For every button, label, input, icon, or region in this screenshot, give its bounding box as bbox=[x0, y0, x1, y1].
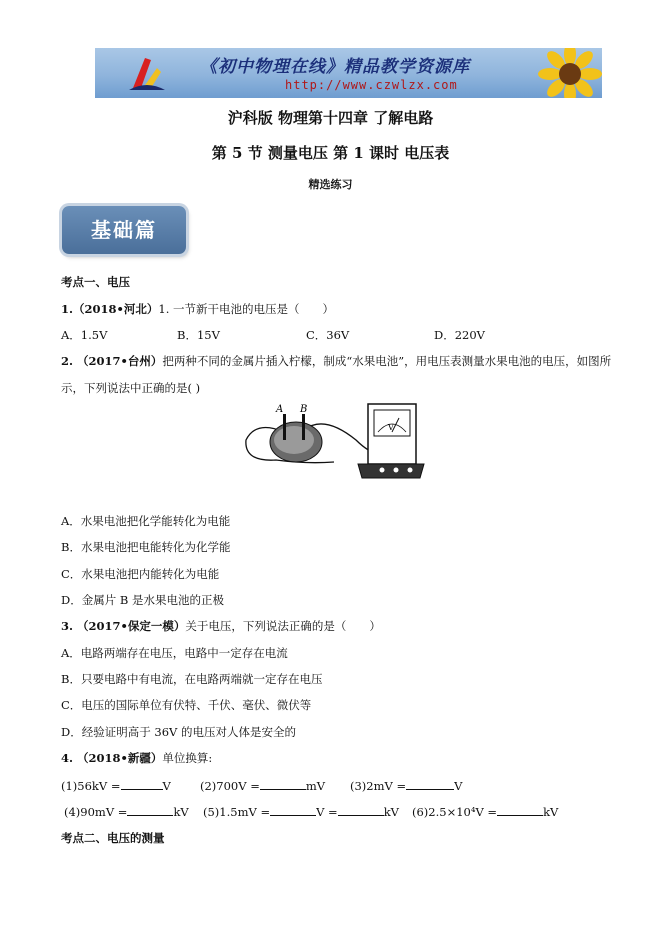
option-a: A．电路两端存在电压，电路中一定存在电流 bbox=[61, 646, 288, 660]
sunflower-icon bbox=[535, 48, 602, 98]
site-logo bbox=[127, 54, 167, 94]
option-b: B．水果电池把电能转化为化学能 bbox=[61, 540, 231, 554]
option-a: A．1.5V bbox=[61, 328, 108, 342]
option-c: C．水果电池把内能转化为电能 bbox=[61, 567, 220, 581]
conversion-item-2 bbox=[200, 777, 325, 793]
option-d: D．经验证明高于 36V 的电压对人体是安全的 bbox=[61, 725, 296, 739]
item-unit: V bbox=[162, 779, 171, 793]
option-a: A．水果电池把化学能转化为电能 bbox=[61, 514, 231, 528]
conversion-item-3 bbox=[350, 777, 462, 793]
question-2 bbox=[61, 353, 611, 369]
item-unit: V = bbox=[316, 805, 338, 819]
chapter-title: 沪科版 物理第十四章 了解电路 bbox=[227, 109, 434, 127]
option-b: B．15V bbox=[177, 328, 220, 342]
option-c: C．电压的国际单位有伏特、千伏、毫伏、微伏等 bbox=[61, 698, 312, 712]
conversion-item-1 bbox=[61, 777, 171, 793]
label-v: V bbox=[388, 423, 394, 432]
question-source: 1.（2018•河北） bbox=[61, 302, 159, 316]
item-unit: kV bbox=[543, 805, 559, 819]
question-1 bbox=[61, 301, 334, 317]
question-source: 2. （2017•台州） bbox=[61, 354, 163, 368]
section-badge: 基础篇 bbox=[62, 206, 186, 254]
question-text: 关于电压，下列说法正确的是（ ） bbox=[185, 619, 381, 633]
option-d: D．金属片 B 是水果电池的正极 bbox=[61, 593, 224, 607]
answer-blank[interactable] bbox=[406, 777, 454, 790]
item-prefix: (2)700V = bbox=[200, 779, 260, 793]
label-a: A bbox=[276, 404, 284, 415]
header-banner bbox=[95, 48, 602, 98]
option-b: B．只要电路中有电流，在电路两端就一定存在电压 bbox=[61, 672, 323, 686]
answer-blank[interactable] bbox=[497, 803, 543, 816]
fruit-battery-figure bbox=[236, 400, 426, 492]
question-source: 3. （2017•保定一模） bbox=[61, 619, 186, 633]
item-prefix: (5)1.5mV = bbox=[203, 805, 271, 819]
question-2-continued: 示，下列说法中正确的是( ) bbox=[61, 381, 201, 395]
question-text: 单位换算: bbox=[162, 751, 213, 765]
conversion-item-4 bbox=[64, 803, 189, 819]
banner-url[interactable]: http://www.czwlzx.com bbox=[285, 78, 458, 92]
answer-blank[interactable] bbox=[270, 803, 316, 816]
question-text: 把两种不同的金属片插入柠檬，制成“水果电池”，用电压表测量水果电池的电压，如图所 bbox=[162, 354, 612, 368]
answer-blank[interactable] bbox=[338, 803, 384, 816]
option-d: D．220V bbox=[434, 328, 485, 342]
item-prefix: (3)2mV = bbox=[350, 779, 407, 793]
banner-title: 《初中物理在线》精品教学资源库 bbox=[200, 57, 470, 77]
item-prefix: (4)90mV = bbox=[64, 805, 128, 819]
question-text: 1. 一节新干电池的电压是（ ） bbox=[158, 302, 335, 316]
answer-blank[interactable] bbox=[127, 803, 173, 816]
exercise-subtitle: 精选练习 bbox=[308, 178, 353, 191]
item-unit: kV bbox=[383, 805, 399, 819]
item-prefix: (6)2.5×10⁴V = bbox=[412, 805, 498, 819]
section-heading: 考点一、电压 bbox=[61, 275, 130, 289]
question-4 bbox=[61, 750, 212, 766]
section-heading-2: 考点二、电压的测量 bbox=[61, 831, 165, 845]
conversion-item-6 bbox=[412, 803, 558, 819]
question-3 bbox=[61, 618, 381, 634]
answer-blank[interactable] bbox=[260, 777, 306, 790]
lesson-title: 第 5 节 测量电压 第 1 课时 电压表 bbox=[211, 144, 450, 162]
item-unit: kV bbox=[173, 805, 189, 819]
answer-blank[interactable] bbox=[121, 777, 163, 790]
item-unit: V bbox=[454, 779, 463, 793]
item-unit: mV bbox=[305, 779, 326, 793]
question-source: 4. （2018•新疆） bbox=[61, 751, 163, 765]
conversion-item-5 bbox=[203, 803, 399, 819]
item-prefix: (1)56kV = bbox=[61, 779, 121, 793]
label-b: B bbox=[300, 404, 308, 415]
option-c: C．36V bbox=[306, 328, 350, 342]
